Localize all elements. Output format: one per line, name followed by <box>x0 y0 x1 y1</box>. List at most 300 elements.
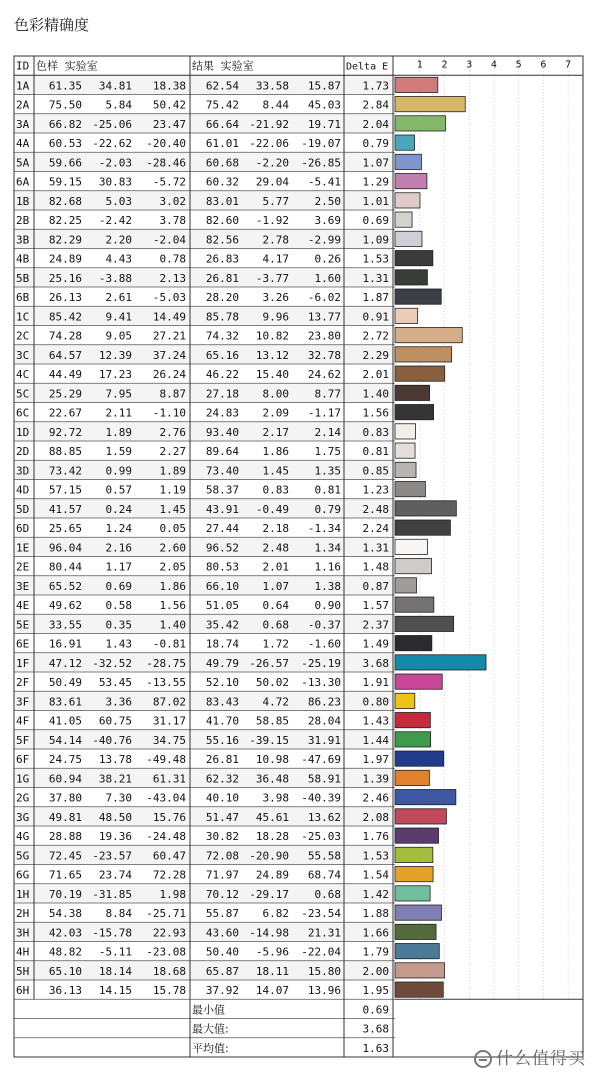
result-lab-value: -5.41 <box>307 175 341 189</box>
sample-lab-value: -15.78 <box>92 926 132 940</box>
delta-e-value: 1.53 <box>362 849 389 863</box>
sample-lab-value: 0.57 <box>105 483 132 497</box>
result-lab-value: -1.34 <box>307 522 341 535</box>
sample-lab-value: 27.21 <box>152 329 186 343</box>
delta-e-value: 0.80 <box>362 695 389 709</box>
sample-lab-value: 74.28 <box>48 329 82 343</box>
axis-tick-label: 5 <box>515 59 522 71</box>
result-lab-value: -29.17 <box>249 887 289 901</box>
sample-lab-value: 23.74 <box>98 868 132 882</box>
delta-e-value: 0.85 <box>362 464 389 478</box>
result-lab-value: -14.98 <box>249 926 289 940</box>
result-lab-value: 23.80 <box>307 329 341 343</box>
delta-e-value: 2.29 <box>362 348 389 362</box>
sample-lab-value: 1.89 <box>105 425 132 439</box>
summary-value: 1.63 <box>362 1041 389 1055</box>
delta-e-value: 1.97 <box>362 753 389 766</box>
delta-e-bar <box>395 905 442 920</box>
result-lab-value: 55.58 <box>307 849 341 863</box>
delta-e-value: 1.48 <box>362 560 389 574</box>
result-lab-value: -13.30 <box>301 676 341 689</box>
row-id: 6B <box>16 291 30 304</box>
row-id: 3B <box>16 233 30 247</box>
sample-lab-value: 42.03 <box>48 926 82 940</box>
row-id: 1E <box>16 541 30 555</box>
delta-e-bar <box>395 809 446 824</box>
row-id: 3C <box>16 348 30 362</box>
axis-tick-label: 2 <box>441 59 448 71</box>
result-lab-value: -22.06 <box>249 137 289 150</box>
sample-lab-value: 2.61 <box>105 291 132 304</box>
sample-lab-value: 70.19 <box>48 887 82 901</box>
result-lab-value: 4.17 <box>262 252 289 266</box>
row-id: 4H <box>16 945 30 959</box>
result-lab-value: -23.54 <box>301 907 341 920</box>
result-lab-value: -20.90 <box>249 849 289 863</box>
delta-e-value: 2.46 <box>362 791 389 805</box>
sample-lab-value: 1.89 <box>159 464 186 478</box>
row-id: 6H <box>16 984 30 997</box>
result-lab-value: 0.26 <box>314 252 341 266</box>
sample-lab-value: 60.47 <box>152 849 186 863</box>
sample-lab-value: 61.35 <box>48 79 82 93</box>
result-lab-value: 40.10 <box>205 791 239 805</box>
sample-lab-value: 26.24 <box>152 368 186 381</box>
result-lab-value: 45.03 <box>307 98 341 112</box>
row-id: 1B <box>16 194 30 208</box>
result-lab-value: 31.91 <box>307 733 341 747</box>
sample-lab-value: 44.49 <box>48 368 82 381</box>
sample-lab-value: 92.72 <box>48 425 82 439</box>
delta-e-value: 2.00 <box>362 964 389 978</box>
sample-lab-value: 7.95 <box>105 387 132 401</box>
result-lab-value: 3.69 <box>314 214 341 227</box>
sample-lab-value: 14.49 <box>152 310 186 324</box>
delta-e-value: 1.76 <box>362 830 389 843</box>
result-lab-value: 72.08 <box>205 849 239 863</box>
result-lab-value: 50.40 <box>205 945 239 959</box>
sample-lab-value: 3.78 <box>159 214 186 227</box>
sample-lab-value: 83.61 <box>48 695 82 709</box>
sample-lab-value: -2.04 <box>152 233 186 247</box>
header-id: ID <box>16 59 30 73</box>
result-lab-value: 29.04 <box>255 175 289 189</box>
result-lab-value: 62.54 <box>205 79 239 93</box>
sample-lab-value: 57.15 <box>48 483 82 497</box>
sample-lab-value: 82.29 <box>48 233 82 247</box>
result-lab-value: 27.44 <box>205 522 239 535</box>
sample-lab-value: -43.04 <box>146 791 186 805</box>
result-lab-value: -26.57 <box>249 656 289 670</box>
delta-e-bar <box>395 366 445 381</box>
delta-e-value: 2.48 <box>362 502 389 516</box>
delta-e-bar <box>395 751 444 766</box>
summary-value: 3.68 <box>362 1022 389 1036</box>
result-lab-value: 68.74 <box>307 868 341 882</box>
delta-e-value: 1.53 <box>362 252 389 266</box>
result-lab-value: 1.35 <box>314 464 341 478</box>
sample-lab-value: -1.10 <box>152 406 186 420</box>
result-lab-value: 5.77 <box>262 194 289 208</box>
delta-e-bar <box>395 501 456 516</box>
result-lab-value: -1.60 <box>307 637 341 651</box>
result-lab-value: -40.39 <box>301 791 341 805</box>
delta-e-value: 3.68 <box>362 656 389 670</box>
delta-e-value: 1.56 <box>362 406 389 420</box>
sample-lab-value: 33.55 <box>48 618 82 632</box>
result-lab-value: 2.18 <box>262 522 289 535</box>
delta-e-value: 2.04 <box>362 117 389 131</box>
result-lab-value: 24.62 <box>307 368 341 381</box>
sample-lab-value: 59.15 <box>48 175 82 189</box>
result-lab-value: 6.82 <box>262 907 289 920</box>
sample-lab-value: 96.04 <box>48 541 82 555</box>
row-id: 3D <box>16 464 30 478</box>
result-lab-value: 14.07 <box>255 984 289 997</box>
delta-e-bar <box>395 212 412 227</box>
result-lab-value: 62.32 <box>205 772 239 786</box>
sample-lab-value: 1.59 <box>105 445 132 458</box>
sample-lab-value: 28.88 <box>48 830 82 843</box>
result-lab-value: 2.48 <box>262 541 289 555</box>
sample-lab-value: 1.98 <box>159 887 186 901</box>
delta-e-bar <box>395 270 427 285</box>
delta-e-value: 1.39 <box>362 772 389 786</box>
delta-e-value: 1.54 <box>362 868 389 882</box>
delta-e-value: 1.44 <box>362 733 389 747</box>
result-lab-value: 0.68 <box>314 887 341 901</box>
delta-e-bar <box>395 193 420 208</box>
delta-e-value: 0.91 <box>362 310 389 324</box>
delta-e-bar <box>395 231 422 246</box>
result-lab-value: 13.77 <box>307 310 341 324</box>
delta-e-value: 1.66 <box>362 926 389 940</box>
sample-lab-value: 0.05 <box>159 522 186 535</box>
axis-tick-label: 3 <box>466 59 473 71</box>
sample-lab-value: -31.85 <box>92 887 132 901</box>
result-lab-value: 37.92 <box>205 984 239 997</box>
result-lab-value: 15.87 <box>307 79 341 93</box>
sample-lab-value: 72.28 <box>152 868 186 882</box>
result-lab-value: -2.99 <box>307 233 341 247</box>
sample-lab-value: 25.16 <box>48 271 82 285</box>
sample-lab-value: 1.40 <box>159 618 186 632</box>
sample-lab-value: 18.68 <box>152 964 186 978</box>
delta-e-bar <box>395 462 416 477</box>
sample-lab-value: 0.69 <box>105 579 132 593</box>
delta-e-bar <box>395 770 429 785</box>
result-lab-value: 1.60 <box>314 271 341 285</box>
result-lab-value: 43.91 <box>205 502 239 516</box>
sample-lab-value: -25.71 <box>146 907 186 920</box>
axis-tick-label: 7 <box>565 59 572 71</box>
delta-e-bar <box>395 289 441 304</box>
row-id: 6F <box>16 753 30 766</box>
result-lab-value: 96.52 <box>205 541 239 555</box>
header-result: 结果 实验室 <box>192 59 254 73</box>
result-lab-value: 51.05 <box>205 599 239 612</box>
delta-e-value: 0.81 <box>362 445 389 458</box>
sample-lab-value: 50.42 <box>152 98 186 112</box>
result-lab-value: 86.23 <box>307 695 341 709</box>
result-lab-value: 28.20 <box>205 291 239 304</box>
row-id: 1G <box>16 772 30 786</box>
result-lab-value: 71.97 <box>205 868 239 882</box>
result-lab-value: 10.98 <box>255 753 289 766</box>
result-lab-value: -1.17 <box>307 406 341 420</box>
result-lab-value: 10.82 <box>255 329 289 343</box>
sample-lab-value: -3.88 <box>98 271 132 285</box>
header-delta: Delta E <box>346 61 389 73</box>
sample-lab-value: 54.14 <box>48 733 82 747</box>
result-lab-value: 13.62 <box>307 810 341 824</box>
sample-lab-value: -0.81 <box>152 637 186 651</box>
sample-lab-value: 36.13 <box>48 984 82 997</box>
delta-e-bar <box>395 636 432 651</box>
result-lab-value: 0.64 <box>262 599 289 612</box>
delta-e-bar <box>395 867 433 882</box>
sample-lab-value: -23.08 <box>146 945 186 959</box>
result-lab-value: 28.04 <box>307 714 341 728</box>
result-lab-value: 36.48 <box>255 772 289 786</box>
delta-e-bar <box>395 982 443 997</box>
sample-lab-value: 60.94 <box>48 772 82 786</box>
sample-lab-value: 1.86 <box>159 579 186 593</box>
sample-lab-value: 61.31 <box>152 772 186 786</box>
result-lab-value: -19.07 <box>301 137 341 150</box>
delta-e-bar <box>395 847 433 862</box>
result-lab-value: -22.04 <box>301 945 341 959</box>
row-id: 3A <box>16 117 30 131</box>
sample-lab-value: 2.20 <box>105 233 132 247</box>
result-lab-value: 18.11 <box>255 964 289 978</box>
sample-lab-value: 25.65 <box>48 522 82 535</box>
sample-lab-value: 60.53 <box>48 137 82 150</box>
result-lab-value: 32.78 <box>307 348 341 362</box>
sample-lab-value: 47.12 <box>48 656 82 670</box>
delta-e-value: 2.08 <box>362 810 389 824</box>
delta-e-value: 1.91 <box>362 676 389 689</box>
sample-lab-value: 9.41 <box>105 310 132 324</box>
sample-lab-value: 22.67 <box>48 406 82 420</box>
delta-e-bar <box>395 97 465 112</box>
delta-e-bar <box>395 944 439 959</box>
delta-e-bar <box>395 135 415 150</box>
header-sample: 色样 实验室 <box>36 59 98 73</box>
sample-lab-value: 82.68 <box>48 194 82 208</box>
result-lab-value: 55.87 <box>205 907 239 920</box>
delta-e-value: 1.09 <box>362 233 389 247</box>
result-lab-value: 45.61 <box>255 810 289 824</box>
result-lab-value: -5.96 <box>255 945 289 959</box>
sample-lab-value: 59.66 <box>48 156 82 170</box>
row-id: 2H <box>16 907 30 920</box>
result-lab-value: 66.64 <box>205 117 239 131</box>
row-id: 6A <box>16 175 30 189</box>
sample-lab-value: -5.72 <box>152 175 186 189</box>
result-lab-value: 1.16 <box>314 560 341 574</box>
sample-lab-value: 37.80 <box>48 791 82 805</box>
sample-lab-value: 4.43 <box>105 252 132 266</box>
result-lab-value: 55.16 <box>205 733 239 747</box>
result-lab-value: 3.98 <box>262 791 289 805</box>
row-id: 4B <box>16 252 30 266</box>
row-id: 5E <box>16 618 30 632</box>
delta-e-bar <box>395 655 486 670</box>
result-lab-value: 50.02 <box>255 676 289 689</box>
result-lab-value: 43.60 <box>205 926 239 940</box>
sample-lab-value: 18.14 <box>98 964 132 978</box>
sample-lab-value: 1.17 <box>105 560 132 574</box>
sample-lab-value: 87.02 <box>152 695 186 709</box>
result-lab-value: 15.80 <box>307 964 341 978</box>
delta-e-value: 1.40 <box>362 387 389 401</box>
result-lab-value: 24.83 <box>205 406 239 420</box>
row-id: 3H <box>16 926 30 940</box>
watermark <box>474 1044 586 1069</box>
delta-e-bar <box>395 174 427 189</box>
result-lab-value: -2.20 <box>255 156 289 170</box>
result-lab-value: 60.32 <box>205 175 239 189</box>
result-lab-value: 24.89 <box>255 868 289 882</box>
result-lab-value: 35.42 <box>205 618 239 632</box>
sample-lab-value: 0.24 <box>105 502 132 516</box>
sample-lab-value: -22.62 <box>92 137 132 150</box>
result-lab-value: 70.12 <box>205 887 239 901</box>
sample-lab-value: 80.44 <box>48 560 82 574</box>
result-lab-value: 1.72 <box>262 637 289 651</box>
sample-lab-value: 16.91 <box>48 637 82 651</box>
result-lab-value: 18.74 <box>205 637 239 651</box>
result-lab-value: 52.10 <box>205 676 239 689</box>
row-id: 1C <box>16 310 30 324</box>
result-lab-value: 1.45 <box>262 464 289 478</box>
sample-lab-value: 7.30 <box>105 791 132 805</box>
sample-lab-value: 24.75 <box>48 753 82 766</box>
sample-lab-value: 13.78 <box>98 753 132 766</box>
result-lab-value: -0.49 <box>255 502 289 516</box>
sample-lab-value: 82.25 <box>48 214 82 227</box>
delta-e-value: 1.31 <box>362 541 389 555</box>
result-lab-value: 2.01 <box>262 560 289 574</box>
sample-lab-value: 2.60 <box>159 541 186 555</box>
sample-lab-value: -32.52 <box>92 656 132 670</box>
sample-lab-value: 75.50 <box>48 98 82 112</box>
row-id: 6D <box>16 522 30 535</box>
axis-tick-label: 4 <box>490 59 497 71</box>
result-lab-value: -21.92 <box>249 117 289 131</box>
row-id: 4D <box>16 483 30 497</box>
sample-lab-value: 0.78 <box>159 252 186 266</box>
sample-lab-value: 2.27 <box>159 445 186 458</box>
sample-lab-value: 49.62 <box>48 599 82 612</box>
row-id: 2G <box>16 791 30 805</box>
sample-lab-value: -2.03 <box>98 156 132 170</box>
result-lab-value: 73.40 <box>205 464 239 478</box>
row-id: 2C <box>16 329 30 343</box>
delta-e-value: 1.31 <box>362 271 389 285</box>
row-id: 3F <box>16 695 30 709</box>
row-id: 4A <box>16 137 30 150</box>
row-id: 1D <box>16 425 30 439</box>
sample-lab-value: 12.39 <box>98 348 132 362</box>
row-id: 2F <box>16 676 30 689</box>
row-id: 4E <box>16 599 30 612</box>
delta-e-bar <box>395 116 445 131</box>
page-title: 色彩精确度 <box>14 16 90 34</box>
row-id: 4C <box>16 368 30 381</box>
delta-e-bar <box>395 482 425 497</box>
row-id: 5G <box>16 849 30 863</box>
sample-lab-value: -13.55 <box>146 676 186 689</box>
sample-lab-value: 34.75 <box>152 733 186 747</box>
delta-e-bar <box>395 732 431 747</box>
delta-e-value: 1.87 <box>362 291 389 304</box>
delta-e-bar <box>395 886 430 901</box>
delta-e-bar <box>395 405 434 420</box>
result-lab-value: 1.07 <box>262 579 289 593</box>
result-lab-value: 65.16 <box>205 348 239 362</box>
row-id: 2D <box>16 445 30 458</box>
result-lab-value: 2.09 <box>262 406 289 420</box>
sample-lab-value: 2.11 <box>105 406 132 420</box>
delta-e-value: 2.37 <box>362 618 389 632</box>
result-lab-value: 33.58 <box>255 79 289 93</box>
result-lab-value: 61.01 <box>205 137 239 150</box>
summary-label: 最小值 <box>192 1003 225 1017</box>
axis-tick-label: 6 <box>540 59 547 71</box>
result-lab-value: 82.56 <box>205 233 239 247</box>
result-lab-value: 1.38 <box>314 579 341 593</box>
row-id: 5H <box>16 964 30 978</box>
sample-lab-value: -25.06 <box>92 117 132 131</box>
sample-lab-value: 38.21 <box>98 772 132 786</box>
delta-e-value: 2.24 <box>362 522 389 535</box>
result-lab-value: 66.10 <box>205 579 239 593</box>
sample-lab-value: 2.05 <box>159 560 186 574</box>
row-id: 3G <box>16 810 30 824</box>
sample-lab-value: 71.65 <box>48 868 82 882</box>
sample-lab-value: 65.52 <box>48 579 82 593</box>
sample-lab-value: -28.46 <box>146 156 186 170</box>
sample-lab-value: 73.42 <box>48 464 82 478</box>
delta-e-bar <box>395 597 434 612</box>
delta-e-value: 1.57 <box>362 599 389 612</box>
result-lab-value: 0.79 <box>314 502 341 516</box>
sample-lab-value: 60.75 <box>98 714 132 728</box>
result-lab-value: 46.22 <box>205 368 239 381</box>
delta-e-value: 1.42 <box>362 887 389 901</box>
sample-lab-value: 0.58 <box>105 599 132 612</box>
result-lab-value: 83.01 <box>205 194 239 208</box>
result-lab-value: -3.77 <box>255 271 289 285</box>
result-lab-value: 0.90 <box>314 599 341 612</box>
row-id: 2E <box>16 560 30 574</box>
delta-e-bar <box>395 424 416 439</box>
sample-lab-value: 0.35 <box>105 618 132 632</box>
delta-e-bar <box>395 539 427 554</box>
delta-e-bar <box>395 443 415 458</box>
result-lab-value: 74.32 <box>205 329 239 343</box>
sample-lab-value: 14.15 <box>98 984 132 997</box>
summary-value: 0.69 <box>362 1003 389 1017</box>
sample-lab-value: 1.45 <box>159 502 186 516</box>
sample-lab-value: 65.10 <box>48 964 82 978</box>
result-lab-value: 3.26 <box>262 291 289 304</box>
delta-e-bar <box>395 251 433 266</box>
sample-lab-value: 25.29 <box>48 387 82 401</box>
sample-lab-value: 66.82 <box>48 117 82 131</box>
